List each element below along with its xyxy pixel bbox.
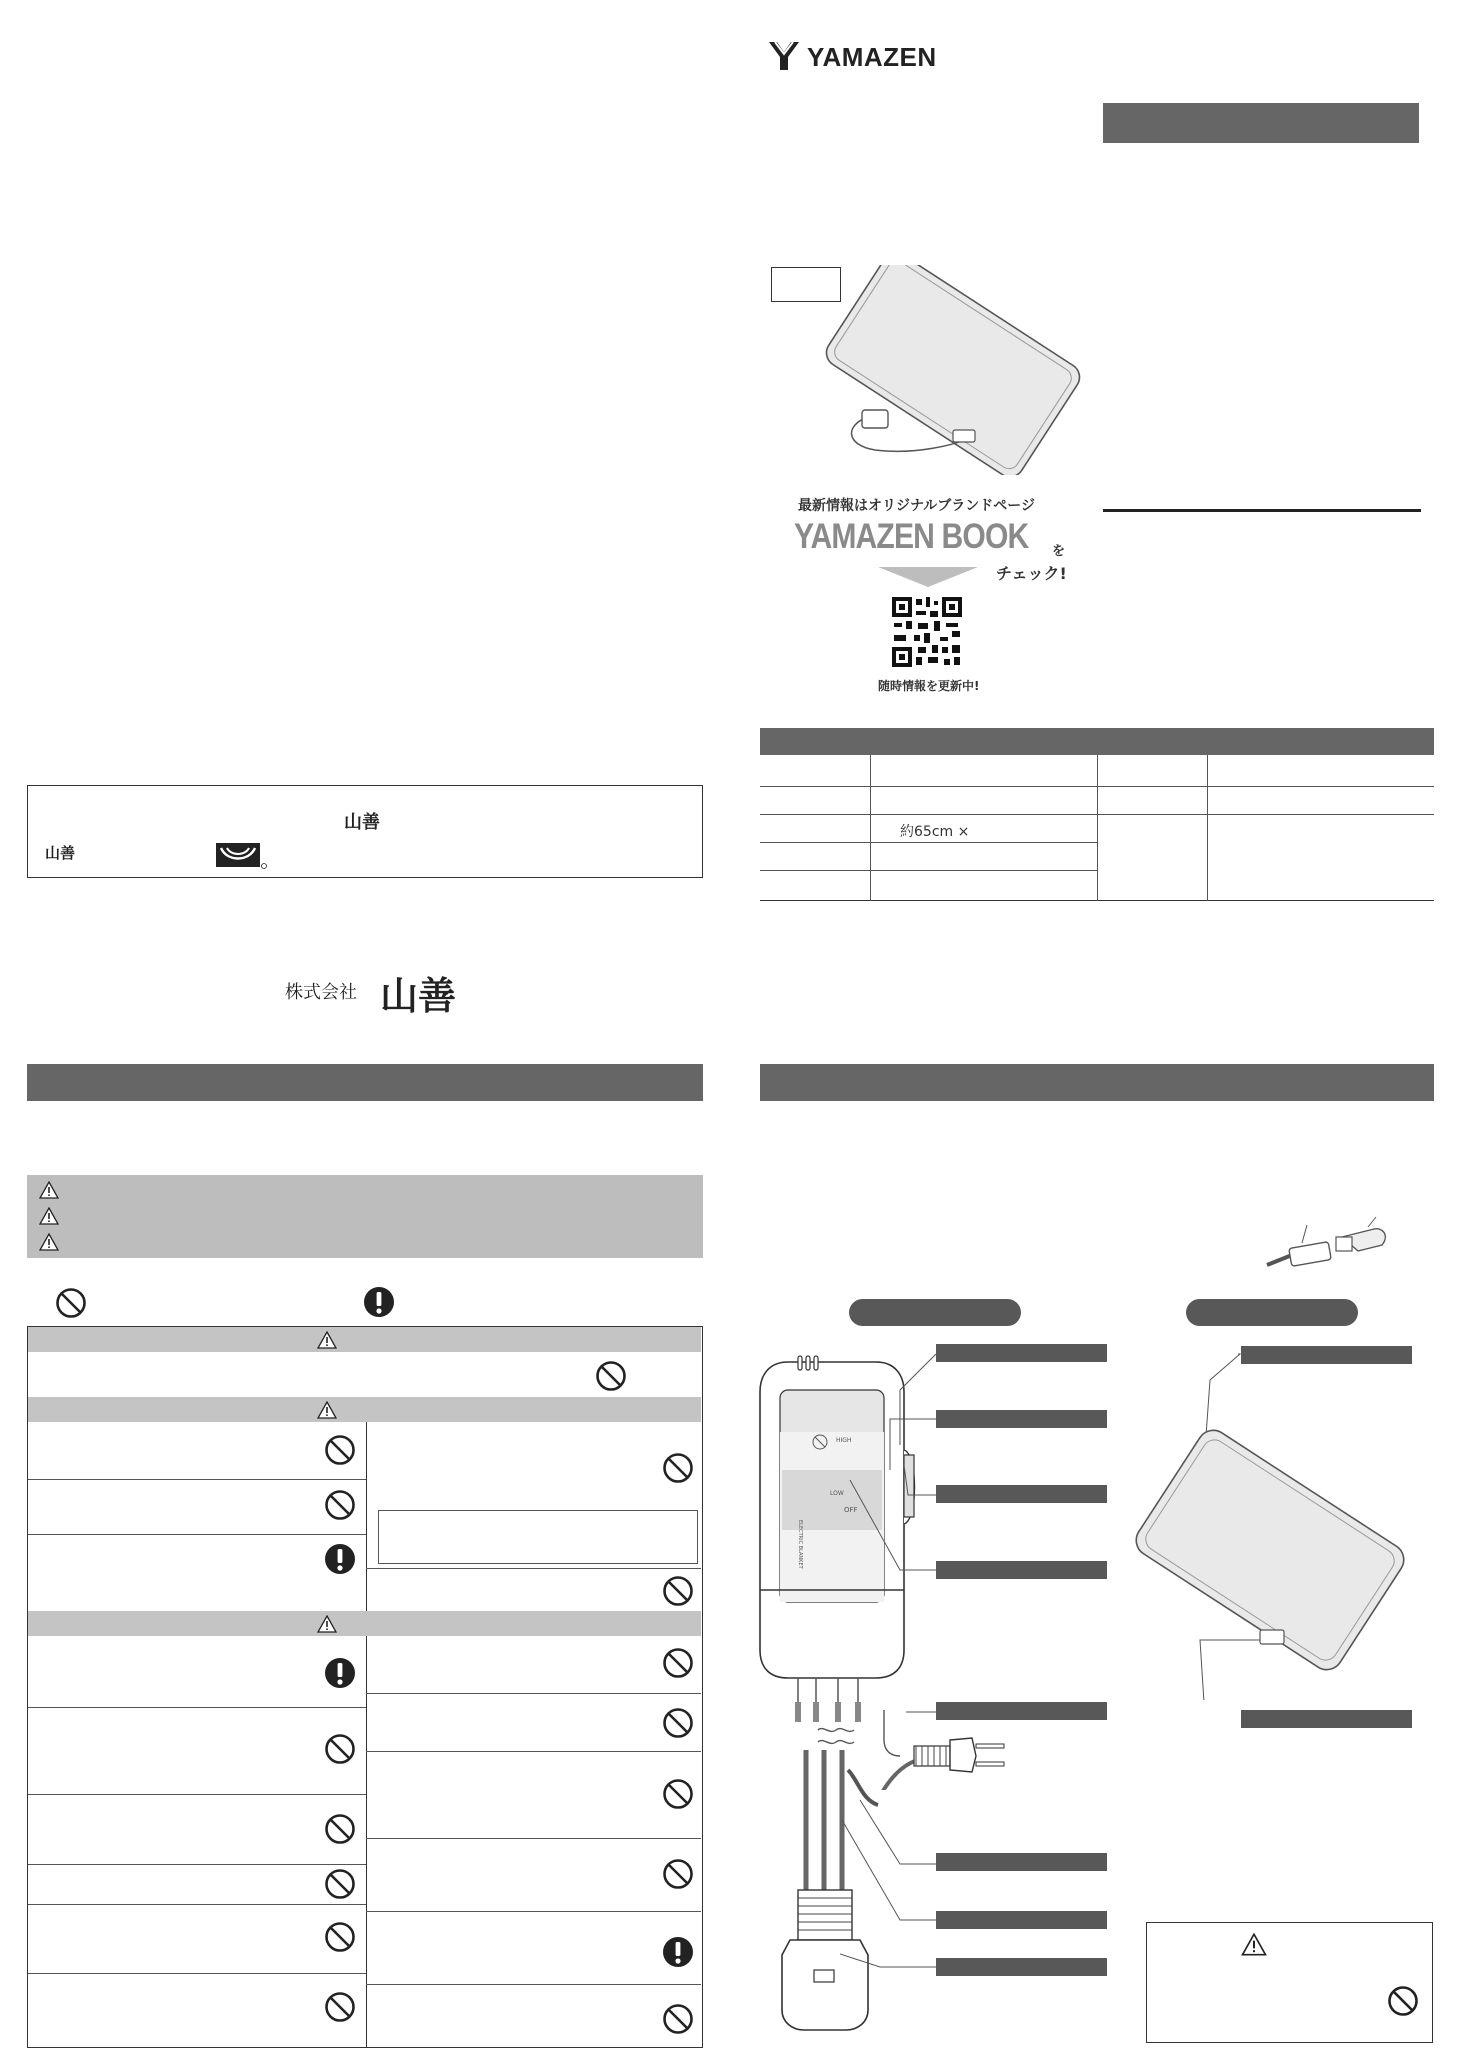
label-bar-5 [936,1702,1107,1720]
prohibit-icon [324,1434,356,1466]
caution-box-prohibit-icon [1387,1985,1419,2017]
spec-size-value: 約65cm × [900,824,970,840]
prohibit-icon [324,1489,356,1521]
label-bar-10 [1241,1710,1412,1728]
promo-block [790,495,1080,700]
controller-callout-lines [840,1340,950,1980]
promo-line1: 最新情報はオリジナルブランドページ [798,498,1036,514]
prohibit-icon [324,1733,356,1765]
prohibit-icon [662,1858,694,1890]
parts-title-bar [760,1064,1434,1101]
prohibit-icon [662,1452,694,1484]
down-arrow-icon [878,567,978,589]
promo-particle: を [1052,544,1066,559]
yamazen-logo-icon [767,40,801,72]
warning-header-triangle-icon [317,1401,337,1419]
spec-header-bar [760,728,1434,755]
qr-code-icon [890,595,964,669]
mandatory-icon [324,1657,356,1689]
safety-title-bar [27,1064,703,1101]
promo-check: チェック! [996,564,1067,583]
blanket-pill [1186,1299,1358,1326]
prohibit-icon [662,1778,694,1810]
mandatory-legend-icon [363,1286,395,1318]
prohibit-icon [662,1707,694,1739]
notice-triangle-icon [39,1233,59,1251]
prohibit-icon [324,1813,356,1845]
controller-side-text: ELECTRIC BLANKET [797,1520,803,1569]
prohibit-icon [662,1575,694,1607]
title-bar [1103,103,1419,143]
prohibit-icon [324,1868,356,1900]
brand-logo [767,38,937,72]
label-bar-9 [1241,1346,1412,1364]
controller-off-label: OFF [844,1506,858,1514]
promo-updated: 随時情報を更新中! [878,679,980,693]
label-bar-4 [936,1561,1107,1579]
label-bar-1 [936,1344,1107,1362]
caution-box [1146,1922,1433,2043]
label-bar-6 [936,1853,1107,1871]
spec-table [760,755,1434,901]
prohibit-icon [595,1360,627,1392]
label-bar-2 [936,1410,1107,1428]
cover-rule [1103,509,1421,512]
mandatory-icon [324,1543,356,1575]
warning-legend-box [27,1175,703,1258]
warning-triangle-icon [39,1181,59,1199]
service-company-name: 山善 [344,812,380,833]
label-bar-7 [936,1911,1107,1929]
company-name: 山善 [380,974,457,1018]
service-box [27,785,703,878]
caution-triangle-icon [39,1207,59,1225]
company-prefix: 株式会社 [285,982,357,1003]
brand-logo-text: YAMAZEN [807,42,937,72]
promo-brand-book: YAMAZEN BOOK [794,517,1029,556]
blanket-product-illustration [805,265,1095,475]
service-company-name-2: 山善 [45,844,76,862]
prohibit-icon [662,2003,694,2035]
controller-low-label: LOW [830,1490,844,1497]
label-bar-8 [936,1958,1107,1976]
certification-mark-icon [215,842,267,870]
controller-pill [849,1299,1021,1326]
danger-triangle-icon [317,1331,337,1349]
prohibit-icon [324,1921,356,1953]
prohibit-icon [324,1991,356,2023]
connector-illustration [1262,1215,1412,1280]
prohibited-legend-icon [55,1287,87,1319]
label-bar-3 [936,1485,1107,1503]
caution-header-triangle-icon [317,1615,337,1633]
controller-high-label: HIGH [836,1437,852,1444]
safety-table [27,1326,703,2048]
mandatory-icon [662,1936,694,1968]
caution-box-triangle-icon [1241,1933,1267,1956]
prohibit-icon [662,1647,694,1679]
blanket-parts-illustration [1120,1340,1420,1700]
company-signature [285,965,505,1018]
